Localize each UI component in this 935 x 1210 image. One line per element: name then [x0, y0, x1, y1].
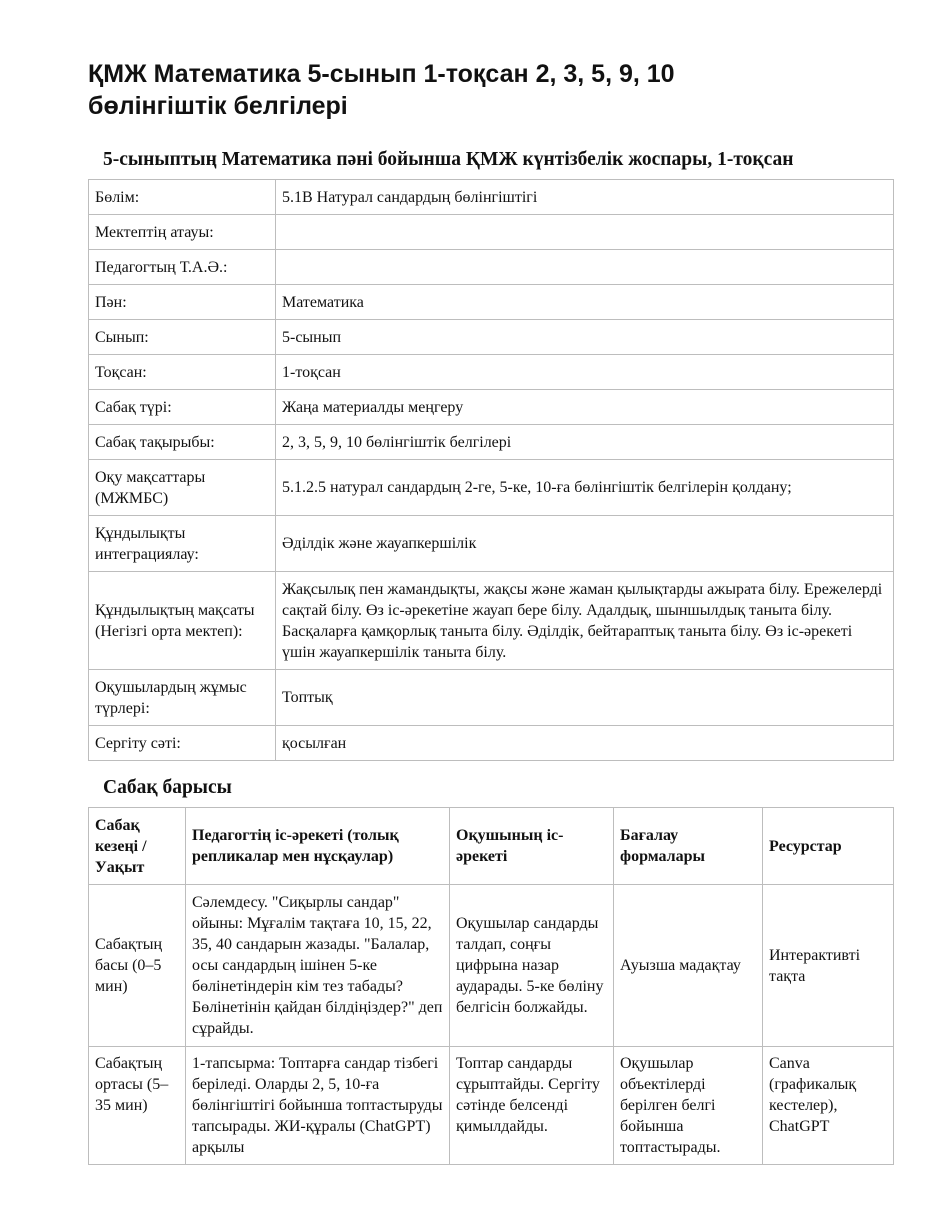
table-row	[89, 670, 894, 726]
lesson-info-table	[88, 179, 894, 761]
assessment-cell: Ауызша мадақтау	[614, 885, 763, 1047]
table-row	[89, 355, 894, 390]
info-label: Сынып:	[89, 320, 276, 355]
info-label: Педагогтың Т.А.Ә.:	[89, 250, 276, 285]
info-value: 5.1.2.5 натурал сандардың 2-ге, 5-ке, 10-ға бөлінгіштік белгілерін қолдану;	[276, 460, 894, 516]
info-label: Тоқсан:	[89, 355, 276, 390]
teacher-activity-cell: 1-тапсырма: Топтарға сандар тізбегі беріледі. Оларды 2, 5, 10-ға бөлінгіштігі бойынша топтастыруды тапсырады. ЖИ-құралы (ChatGPT) арқылы	[186, 1047, 450, 1165]
resources-cell: Canva (графикалық кестелер), ChatGPT	[763, 1047, 894, 1165]
table-row	[89, 516, 894, 572]
info-label: Сергіту сәті:	[89, 726, 276, 761]
table-row	[89, 250, 894, 285]
column-header-resources: Ресурстар	[763, 808, 894, 885]
info-label: Сабақ тақырыбы:	[89, 425, 276, 460]
student-activity-cell: Топтар сандарды сұрыптайды. Сергіту сәтінде белсенді қимылдайды.	[450, 1047, 614, 1165]
info-label: Мектептің атауы:	[89, 215, 276, 250]
student-activity-cell: Оқушылар сандарды талдап, соңғы цифрына назар аударады. 5-ке бөліну белгісін болжайды.	[450, 885, 614, 1047]
column-header-teacher: Педагогтің іс-әрекеті (толық репликалар мен нұсқаулар)	[186, 808, 450, 885]
info-value: Математика	[276, 285, 894, 320]
page-title: ҚМЖ Математика 5-сынып 1-тоқсан 2, 3, 5, 9, 10 бөлінгіштік белгілері	[88, 60, 675, 120]
table-row	[89, 425, 894, 460]
info-label: Бөлім:	[89, 180, 276, 215]
lesson-progress-table	[88, 807, 894, 1165]
info-value: Әділдік және жауапкершілік	[276, 516, 894, 572]
table-row	[89, 320, 894, 355]
info-value: Топтық	[276, 670, 894, 726]
table-header-row	[89, 808, 894, 885]
info-label: Оқу мақсаттары (МЖМБС)	[89, 460, 276, 516]
info-value: 2, 3, 5, 9, 10 бөлінгіштік белгілері	[276, 425, 894, 460]
table-row	[89, 885, 894, 1047]
table-row	[89, 215, 894, 250]
column-header-student: Оқушының іс-әрекеті	[450, 808, 614, 885]
info-value: 5.1В Натурал сандардың бөлінгіштігі	[276, 180, 894, 215]
table-row	[89, 180, 894, 215]
info-label: Құндылықтың мақсаты (Негізгі орта мектеп):	[89, 572, 276, 670]
plan-subtitle: 5-сыныптың Математика пәні бойынша ҚМЖ күнтізбелік жоспары, 1-тоқсан	[103, 149, 794, 170]
info-label: Пән:	[89, 285, 276, 320]
stage-cell: Сабақтың ортасы (5–35 мин)	[89, 1047, 186, 1165]
info-label: Құндылықты интеграциялау:	[89, 516, 276, 572]
info-label: Оқушылардың жұмыс түрлері:	[89, 670, 276, 726]
table-row	[89, 1047, 894, 1165]
table-row	[89, 390, 894, 425]
info-value: Жаңа материалды меңгеру	[276, 390, 894, 425]
resources-cell: Интерактивті тақта	[763, 885, 894, 1047]
table-row	[89, 285, 894, 320]
teacher-activity-cell: Сәлемдесу. "Сиқырлы сандар" ойыны: Мұғалім тақтаға 10, 15, 22, 35, 40 сандарын жазады. "Балалар, осы сандардың ішінен 5-ке бөлінетіндерін кім тез табады? Бөлінетінін қайдан білдіңіздер?" деп сұрайды.	[186, 885, 450, 1047]
info-value: қосылған	[276, 726, 894, 761]
column-header-assessment: Бағалау формалары	[614, 808, 763, 885]
table-row	[89, 726, 894, 761]
info-value: Жақсылық пен жамандықты, жақсы және жаман қылықтарды ажырата білу. Ережелерді сақтай білу. Өз іс-әрекетіне жауап бере білу. Адалдық, шыншылдық таныта білу. Басқаларға қамқорлық таныта білу. Әділдік, бейтараптық таныта білу. Өз іс-әрекеті үшін жауапкершілік таныта білу.	[276, 572, 894, 670]
info-value	[276, 215, 894, 250]
column-header-stage: Сабақ кезеңі / Уақыт	[89, 808, 186, 885]
info-label: Сабақ түрі:	[89, 390, 276, 425]
info-value: 1-тоқсан	[276, 355, 894, 390]
assessment-cell: Оқушылар объектілерді берілген белгі бойынша топтастырады.	[614, 1047, 763, 1165]
info-value	[276, 250, 894, 285]
table-row	[89, 460, 894, 516]
table-row	[89, 572, 894, 670]
lesson-progress-heading: Сабақ барысы	[103, 777, 232, 798]
stage-cell: Сабақтың басы (0–5 мин)	[89, 885, 186, 1047]
info-value: 5-сынып	[276, 320, 894, 355]
